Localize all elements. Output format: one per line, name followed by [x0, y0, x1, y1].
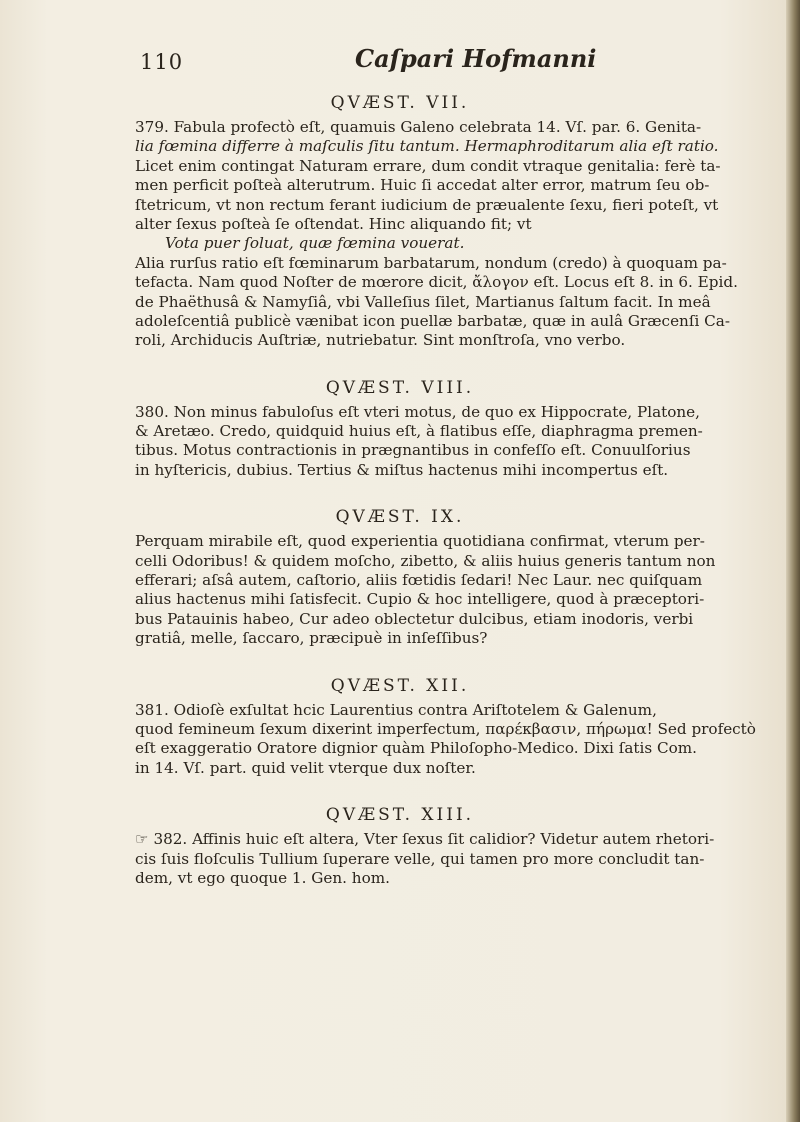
text-line: alius hactenus mihi ſatisfecit. Cupio & hoc intelligere, quod à præceptori-	[135, 590, 705, 609]
text-line: efferari; aſsâ autem, caſtorio, aliis fœtidis ſedari! Nec Laur. nec quiſquam	[135, 571, 703, 590]
text-line: Perquam mirabile eſt, quod experientia quotidiana confirmat, vterum per-	[135, 532, 705, 551]
section-text	[135, 118, 738, 351]
text-line: celli Odoribus! & quidem moſcho, zibetto, & aliis huius generis tantum non	[135, 551, 716, 570]
text-line: roli, Archiducis Auſtriæ, nutriebatur. Sint monſtroſa, vno verbo.	[135, 331, 626, 350]
text-line: gratiâ, melle, ſaccaro, præcipuè in inſeſſibus?	[135, 629, 488, 648]
section-heading: QVÆST. VIII.	[325, 377, 475, 398]
text-line: Alia rurſus ratio eſt fœminarum barbatarum, nondum (credo) à quoquam pa-	[135, 253, 727, 272]
section-text	[135, 402, 703, 481]
section-text	[135, 830, 715, 888]
text-line: de Phaëthusâ & Namyſiâ, vbi Valleſius ſilet, Martianus ſaltum facit. In meâ	[135, 292, 711, 311]
text-line: 379. Fabula profectò eſt, quamuis Galeno celebrata 14. Vſ. par. 6. Genita-	[135, 118, 702, 136]
text-line: in 14. Vſ. part. quid velit vterque dux noſter.	[135, 758, 476, 777]
text-line: ſtetricum, vt non rectum ferant iudicium de præualente ſexu, fieri poteſt, vt	[135, 195, 719, 214]
text-line: eſt exaggeratio Oratore dignior quàm Philoſopho-Medico. Dixi ſatis Com.	[135, 739, 697, 758]
section-text	[135, 532, 716, 648]
text-line: cis ſuis floſculis Tullium ſuperare velle, qui tamen pro more concludit tan-	[135, 849, 705, 868]
section-heading: QVÆST. XIII.	[325, 805, 475, 826]
text-line: & Aretæo. Credo, quidquid huius eſt, à flatibus eſſe, diaphragma premen-	[135, 422, 703, 441]
page-edge	[786, 0, 800, 1122]
text-line: Licet enim contingat Naturam errare, dum condit vtraque genitalia: ferè ta-	[135, 156, 721, 175]
text-line: quod femineum ſexum dixerint imperfectum, παρέκβασιν, πήρωμα! Sed profectò	[135, 719, 756, 738]
page-number: 110	[140, 50, 184, 74]
text-line: adoleſcentiâ publicè vænibat icon puellæ barbatæ, quæ in aulâ Græcenſi Ca-	[135, 311, 730, 330]
text-line: lia fœmina differre à maſculis ſitu tantum. Hermaphroditarum alia eſt ratio.	[135, 137, 719, 156]
section-text	[135, 700, 756, 779]
text-line: alter ſexus poſteà ſe oſtendat. Hinc aliquando fit; vt	[135, 214, 532, 233]
section-heading: QVÆST. XII.	[330, 675, 470, 696]
text-line: 381. Odioſè exſultat hcic Laurentius contra Ariſtotelem & Galenum,	[135, 700, 657, 719]
text-line: men perficit poſteà alterutrum. Huic ſi accedat alter error, matrum ſeu ob-	[135, 176, 710, 195]
section-heading: QVÆST. VII.	[330, 93, 470, 113]
page-body	[135, 88, 756, 888]
text-line: 380. Non minus fabuloſus eſt vteri motus, de quo ex Hippocrate, Platone,	[135, 402, 700, 421]
page-header	[140, 44, 600, 80]
running-head: Caſpari Hofmanni	[355, 44, 597, 73]
text-line: ☞ 382. Affinis huic eſt altera, Vter ſexus ſit calidior? Videtur autem rhetori-	[135, 830, 715, 849]
text-line: Vota puer ſoluat, quæ fœmina vouerat.	[165, 234, 465, 253]
text-line: tefacta. Nam quod Noſter de mœrore dicit, ἄλογον eſt. Locus eſt 8. in 6. Epid.	[135, 273, 738, 292]
text-line: tibus. Motus contractionis in prægnantibus in confeſſo eſt. Conuulſorius	[135, 441, 691, 460]
text-line: dem, vt ego quoque 1. Gen. hom.	[135, 868, 390, 887]
text-line: bus Patauinis habeo, Cur adeo oblectetur dulcibus, etiam inodoris, verbi	[135, 609, 694, 628]
section-heading: QVÆST. IX.	[335, 507, 465, 528]
text-line: in hyſtericis, dubius. Tertius & miſtus hactenus mihi incompertus eſt.	[135, 460, 669, 479]
